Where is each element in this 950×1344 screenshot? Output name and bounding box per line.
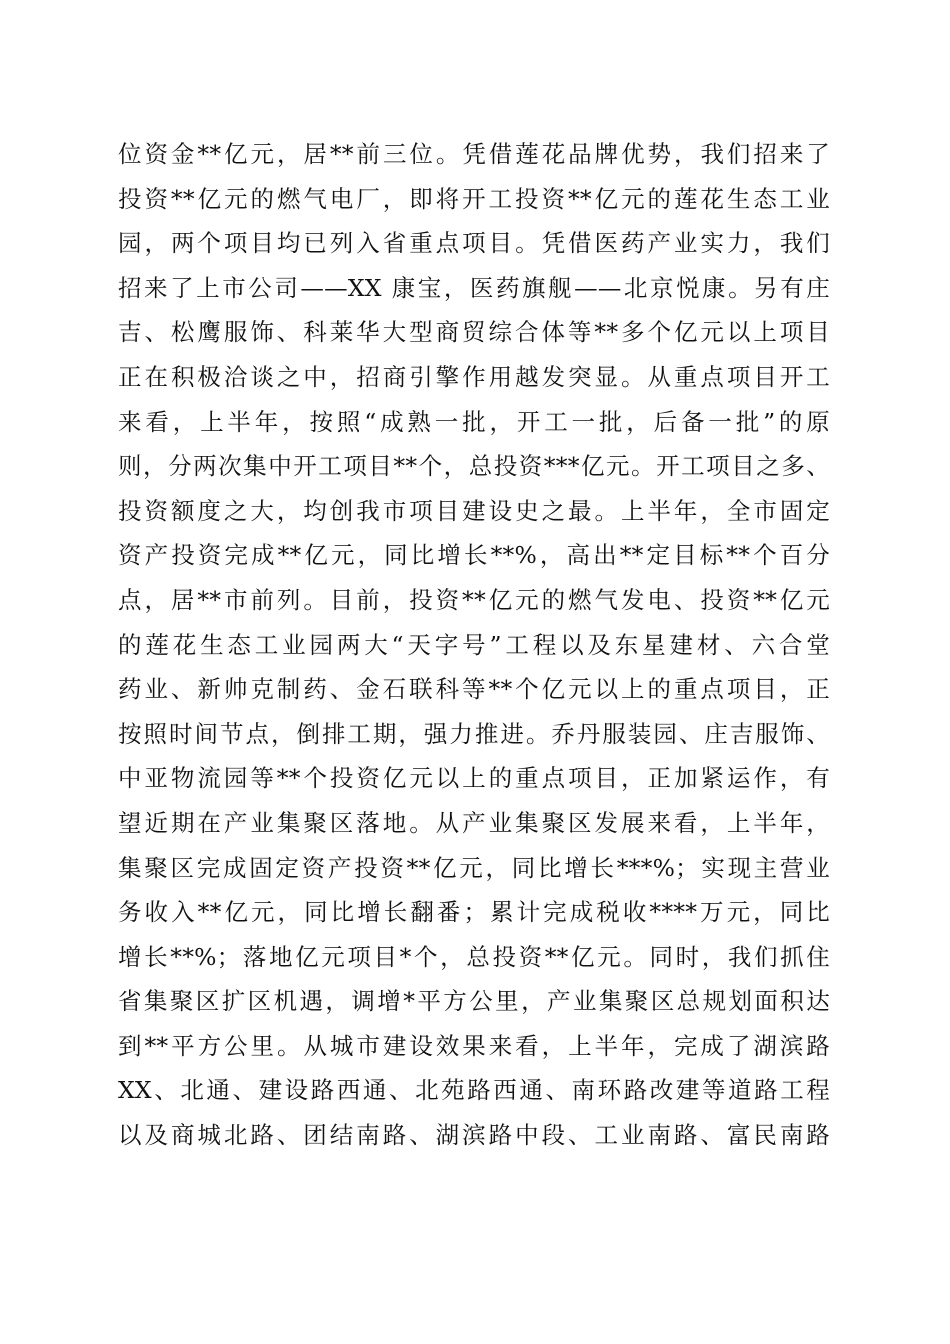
text-line: 位资金**亿元，居**前三位。凭借莲花品牌优势，我们招来了 <box>118 140 830 168</box>
text-line: 以及商城北路、团结南路、湖滨路中段、工业南路、富民南路 <box>118 1121 830 1150</box>
text-line: 省集聚区扩区机遇，调增*平方公里，产业集聚区总规划面积达 <box>118 987 830 1016</box>
text-line: 药业、新帅克制药、金石联科等**个亿元以上的重点项目，正 <box>118 675 830 704</box>
text-line: 按照时间节点，倒排工期，强力推进。乔丹服装园、庄吉服饰、 <box>118 719 830 748</box>
text-line: 增长**%；落地亿元项目*个，总投资**亿元。同时，我们抓住 <box>118 942 830 971</box>
text-line: 则，分两次集中开工项目**个，总投资***亿元。开工项目之多、 <box>118 452 830 481</box>
text-line: 集聚区完成固定资产投资**亿元，同比增长***%；实现主营业 <box>118 853 830 882</box>
text-line: 中亚物流园等**个投资亿元以上的重点项目，正加紧运作，有 <box>118 764 830 793</box>
text-line: 务收入**亿元，同比增长翻番；累计完成税收****万元，同比 <box>118 898 830 927</box>
text-line: 的莲花生态工业园两大“天字号”工程以及东星建材、六合堂 <box>118 630 830 659</box>
text-line: 资产投资完成**亿元，同比增长**%，高出**定目标**个百分 <box>118 541 830 570</box>
text-line: 投资额度之大，均创我市项目建设史之最。上半年，全市固定 <box>118 496 830 525</box>
text-line: 来看，上半年，按照“成熟一批，开工一批，后备一批”的原 <box>118 407 830 436</box>
text-line: XX、北通、建设路西通、北苑路西通、南环路改建等道路工程 <box>118 1076 830 1105</box>
body-text <box>118 132 830 1158</box>
text-line: 吉、松鹰服饰、科莱华大型商贸综合体等**多个亿元以上项目 <box>118 318 830 347</box>
text-line: 点，居**市前列。目前，投资**亿元的燃气发电、投资**亿元 <box>118 585 830 614</box>
text-line: 投资**亿元的燃气电厂，即将开工投资**亿元的莲花生态工业 <box>118 184 830 213</box>
text-line: 正在积极洽谈之中，招商引擎作用越发突显。从重点项目开工 <box>118 362 830 391</box>
text-line: 到**平方公里。从城市建设效果来看，上半年，完成了湖滨路 <box>118 1031 830 1060</box>
text-line: 望近期在产业集聚区落地。从产业集聚区发展来看，上半年， <box>118 808 830 837</box>
text-line: 园，两个项目均已列入省重点项目。凭借医药产业实力，我们 <box>118 229 830 258</box>
text-line: 招来了上市公司——XX 康宝，医药旗舰——北京悦康。另有庄 <box>118 273 830 302</box>
